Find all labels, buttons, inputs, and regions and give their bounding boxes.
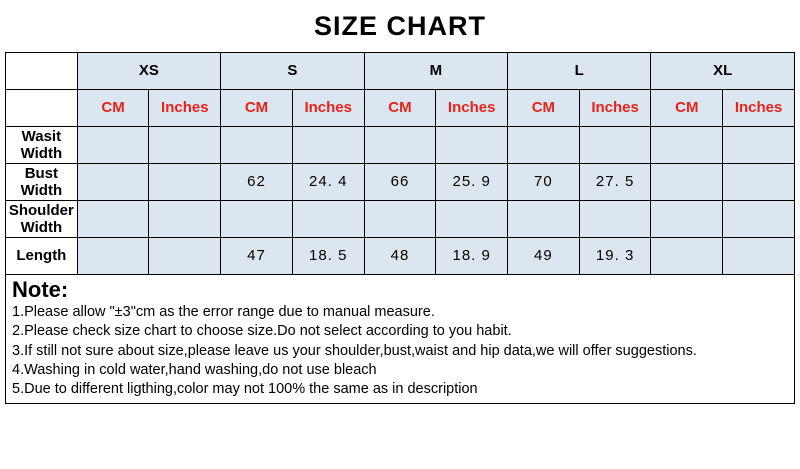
cell-wasit-xl-inches <box>723 126 795 163</box>
unit-m-inches: Inches <box>436 89 508 126</box>
row-label-length: Length <box>6 237 78 274</box>
cell-bust-s-inches: 24. 4 <box>292 163 364 200</box>
cell-length-s-inches: 18. 5 <box>292 237 364 274</box>
cell-wasit-s-inches <box>292 126 364 163</box>
cell-bust-xl-cm <box>651 163 723 200</box>
note-section <box>5 275 795 405</box>
cell-bust-m-cm: 66 <box>364 163 436 200</box>
cell-length-m-cm: 48 <box>364 237 436 274</box>
note-line-3: 3.If still not sure about size,please leave us your shoulder,bust,waist and hip data,we will offer suggestions. <box>12 342 697 359</box>
size-header-m: M <box>364 52 507 89</box>
cell-bust-s-cm: 62 <box>221 163 293 200</box>
row-label-wasit-width: Wasit Width <box>6 126 78 163</box>
table-corner-cell <box>6 52 78 89</box>
cell-bust-l-cm: 70 <box>508 163 580 200</box>
unit-m-cm: CM <box>364 89 436 126</box>
unit-xl-cm: CM <box>651 89 723 126</box>
size-header-s: S <box>221 52 364 89</box>
cell-shoulder-xl-inches <box>723 200 795 237</box>
cell-wasit-l-cm <box>508 126 580 163</box>
unit-l-cm: CM <box>508 89 580 126</box>
cell-length-s-cm: 47 <box>221 237 293 274</box>
cell-bust-xl-inches <box>723 163 795 200</box>
cell-length-xl-cm <box>651 237 723 274</box>
cell-shoulder-s-inches <box>292 200 364 237</box>
cell-length-l-inches: 19. 3 <box>579 237 651 274</box>
size-chart-table <box>5 52 795 275</box>
cell-shoulder-xs-cm <box>77 200 149 237</box>
row-label-shoulder-width: Shoulder Width <box>6 200 78 237</box>
unit-xl-inches: Inches <box>723 89 795 126</box>
cell-bust-l-inches: 27. 5 <box>579 163 651 200</box>
cell-shoulder-xl-cm <box>651 200 723 237</box>
table-row <box>6 163 795 200</box>
table-row-size-header <box>6 52 795 89</box>
page-title: SIZE CHART <box>314 11 486 41</box>
unit-s-cm: CM <box>221 89 293 126</box>
unit-l-inches: Inches <box>579 89 651 126</box>
cell-wasit-xs-inches <box>149 126 221 163</box>
note-line-2: 2.Please check size chart to choose size.Do not select according to you habit. <box>12 323 512 340</box>
note-line-5: 5.Due to different ligthing,color may not 100% the same as in description <box>12 381 478 398</box>
cell-wasit-s-cm <box>221 126 293 163</box>
cell-shoulder-m-cm <box>364 200 436 237</box>
size-header-xl: XL <box>651 52 795 89</box>
table-row <box>6 237 795 274</box>
cell-length-l-cm: 49 <box>508 237 580 274</box>
cell-length-xs-inches <box>149 237 221 274</box>
cell-wasit-m-cm <box>364 126 436 163</box>
cell-length-xs-cm <box>77 237 149 274</box>
cell-bust-xs-inches <box>149 163 221 200</box>
cell-shoulder-l-cm <box>508 200 580 237</box>
cell-length-m-inches: 18. 9 <box>436 237 508 274</box>
cell-bust-m-inches: 25. 9 <box>436 163 508 200</box>
size-header-xs: XS <box>77 52 220 89</box>
cell-shoulder-m-inches <box>436 200 508 237</box>
cell-shoulder-xs-inches <box>149 200 221 237</box>
table-row <box>6 126 795 163</box>
unit-xs-cm: CM <box>77 89 149 126</box>
cell-wasit-xl-cm <box>651 126 723 163</box>
cell-shoulder-s-cm <box>221 200 293 237</box>
cell-wasit-l-inches <box>579 126 651 163</box>
cell-bust-xs-cm <box>77 163 149 200</box>
note-line-1: 1.Please allow "±3"cm as the error range due to manual measure. <box>12 303 435 320</box>
size-header-l: L <box>508 52 651 89</box>
note-line-4: 4.Washing in cold water,hand washing,do not use bleach <box>12 361 377 378</box>
cell-shoulder-l-inches <box>579 200 651 237</box>
cell-wasit-xs-cm <box>77 126 149 163</box>
unit-xs-inches: Inches <box>149 89 221 126</box>
cell-wasit-m-inches <box>436 126 508 163</box>
unit-corner-cell <box>6 89 78 126</box>
unit-s-inches: Inches <box>292 89 364 126</box>
table-row-unit-header <box>6 89 795 126</box>
row-label-bust-width: Bust Width <box>6 163 78 200</box>
note-heading: Note: <box>12 276 69 302</box>
cell-length-xl-inches <box>723 237 795 274</box>
table-row <box>6 200 795 237</box>
